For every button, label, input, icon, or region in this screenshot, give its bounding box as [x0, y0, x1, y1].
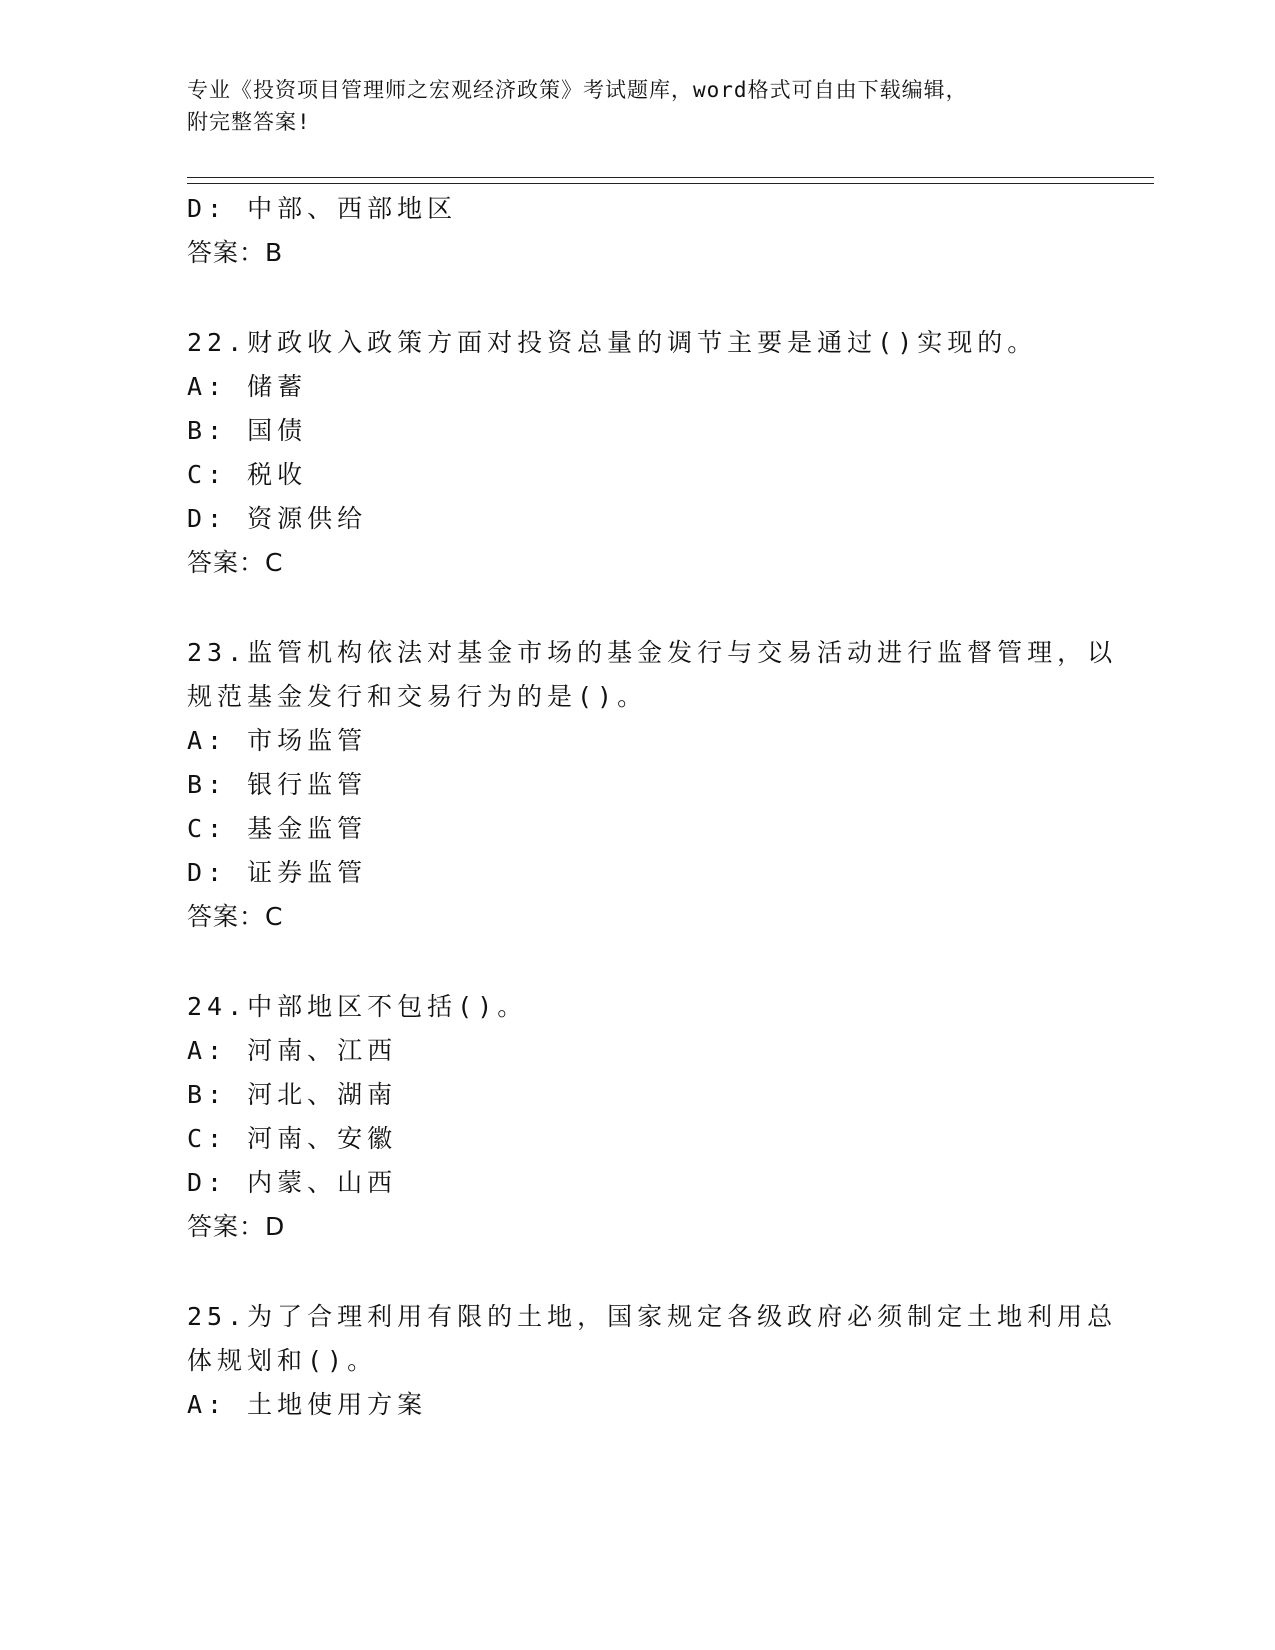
q21-answer: 答案：B	[187, 238, 284, 267]
q23-option-d: D: 证券监管	[187, 858, 368, 887]
q25-stem-line-1: 25.为了合理利用有限的土地，国家规定各级政府必须制定土地利用总	[187, 1302, 1118, 1331]
header-divider-top	[187, 177, 1154, 178]
q23-stem-line-2: 规范基金发行和交易行为的是()。	[187, 682, 648, 711]
q23-option-b: B: 银行监管	[187, 770, 368, 799]
document-header	[187, 74, 1087, 138]
q24-option-c: C: 河南、安徽	[187, 1124, 398, 1153]
q23-answer: 答案：C	[187, 902, 284, 931]
q22-option-d: D: 资源供给	[187, 504, 368, 533]
q24-stem: 24.中部地区不包括()。	[187, 992, 528, 1021]
q24-option-a: A: 河南、江西	[187, 1036, 398, 1065]
q22-answer: 答案：C	[187, 548, 284, 577]
q24-option-d: D: 内蒙、山西	[187, 1168, 398, 1197]
q25-option-a: A: 土地使用方案	[187, 1390, 428, 1419]
q22-stem: 22.财政收入政策方面对投资总量的调节主要是通过()实现的。	[187, 328, 1038, 357]
q23-stem-line-1: 23.监管机构依法对基金市场的基金发行与交易活动进行监督管理，以	[187, 638, 1118, 667]
header-line-1: 专业《投资项目管理师之宏观经济政策》考试题库，word格式可自由下载编辑，	[187, 78, 968, 102]
q23-option-a: A: 市场监管	[187, 726, 368, 755]
header-divider-bottom	[187, 183, 1154, 184]
q22-option-a: A: 储蓄	[187, 372, 308, 401]
q22-option-b: B: 国债	[187, 416, 308, 445]
q24-answer: 答案：D	[187, 1212, 286, 1241]
q22-option-c: C: 税收	[187, 460, 308, 489]
q21-option-d: D: 中部、西部地区	[187, 194, 458, 223]
q24-option-b: B: 河北、湖南	[187, 1080, 398, 1109]
q23-option-c: C: 基金监管	[187, 814, 368, 843]
q25-stem-line-2: 体规划和()。	[187, 1346, 378, 1375]
header-line-2: 附完整答案!	[187, 110, 311, 134]
